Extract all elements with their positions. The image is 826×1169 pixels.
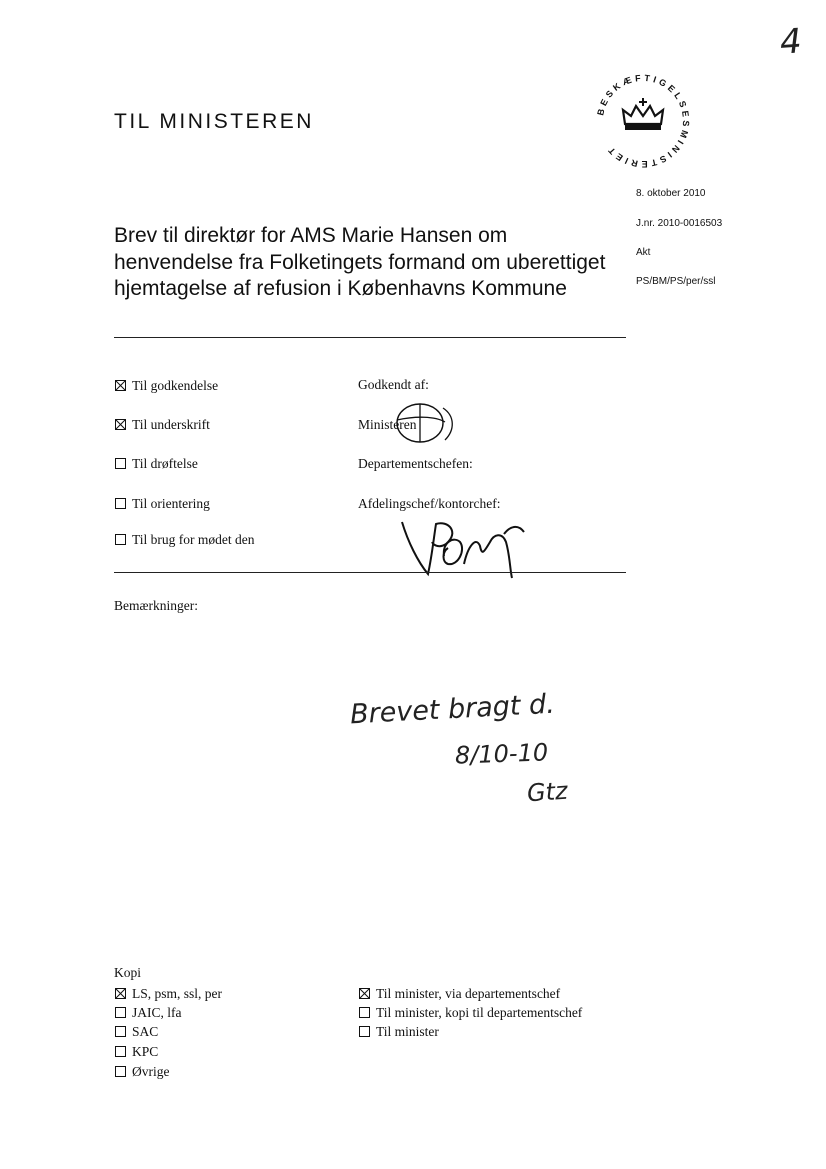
- copy-option-minister-via-dept[interactable]: Til minister, via departementschef: [359, 986, 560, 1002]
- minister-signature: [385, 398, 465, 448]
- checkbox[interactable]: [115, 1007, 126, 1018]
- document-title: Brev til direktør for AMS Marie Hansen om henvendelse fra Folketingets formand om uberettiget hjemtagelse af refusion i Københavns Kommune: [114, 224, 606, 300]
- checkbox[interactable]: [115, 1066, 126, 1077]
- divider-bottom: [114, 572, 626, 573]
- minister-label: Ministeren: [358, 417, 417, 432]
- seal-text: BESKÆFTIGELSESMINISTERIET: [595, 72, 692, 170]
- approved-by-label: Godkendt af:: [358, 377, 429, 392]
- head-of-division-label: Afdelingschef/kontorchef:: [358, 496, 501, 511]
- handwritten-note-line1: Brevet bragt d.: [349, 688, 556, 731]
- option-moedet[interactable]: Til brug for mødet den: [115, 532, 255, 548]
- option-underskrift[interactable]: Til underskrift: [115, 417, 210, 433]
- checkbox[interactable]: [359, 1007, 370, 1018]
- handwritten-note-line2: 8/10-10: [454, 738, 549, 770]
- option-droeftelse[interactable]: Til drøftelse: [115, 456, 198, 472]
- remarks-label: Bemærkninger:: [114, 598, 198, 613]
- divider-top: [114, 337, 626, 338]
- checkbox[interactable]: [115, 534, 126, 545]
- copy-option-sac[interactable]: SAC: [115, 1024, 158, 1040]
- copy-option-minister[interactable]: Til minister: [359, 1024, 439, 1040]
- case-initials: PS/BM/PS/per/ssl: [636, 276, 716, 287]
- handwritten-note-line3: Gtz: [526, 776, 569, 808]
- checkbox-checked[interactable]: [115, 988, 126, 999]
- checkbox[interactable]: [115, 458, 126, 469]
- copy-label: Kopi: [114, 965, 141, 980]
- head-of-division-signature: [398, 512, 533, 580]
- checkbox[interactable]: [115, 498, 126, 509]
- svg-text:BESKÆFTIGELSESMINISTERIET: [595, 73, 691, 169]
- copy-option-oevrige[interactable]: Øvrige: [115, 1064, 170, 1080]
- checkbox[interactable]: [115, 1026, 126, 1037]
- akt-label: Akt: [636, 247, 651, 258]
- copy-option-jaic[interactable]: JAIC, lfa: [115, 1005, 182, 1021]
- page-heading: TIL MINISTEREN: [114, 110, 314, 133]
- letter-date: 8. oktober 2010: [636, 188, 706, 199]
- option-orientering[interactable]: Til orientering: [115, 496, 210, 512]
- option-godkendelse[interactable]: Til godkendelse: [115, 378, 218, 394]
- checkbox[interactable]: [115, 1046, 126, 1057]
- checkbox-checked[interactable]: [115, 419, 126, 430]
- checkbox[interactable]: [359, 1026, 370, 1037]
- permanent-secretary-label: Departementschefen:: [358, 456, 473, 471]
- checkbox-checked[interactable]: [359, 988, 370, 999]
- crown-icon: [623, 98, 663, 130]
- copy-option-ls[interactable]: LS, psm, ssl, per: [115, 986, 222, 1002]
- journal-number: J.nr. 2010-0016503: [636, 218, 723, 229]
- copy-option-minister-cc-dept[interactable]: Til minister, kopi til departementschef: [359, 1005, 582, 1021]
- checkbox-checked[interactable]: [115, 380, 126, 391]
- ministry-seal: [588, 66, 698, 176]
- page-number: 4: [778, 21, 804, 63]
- copy-option-kpc[interactable]: KPC: [115, 1044, 158, 1060]
